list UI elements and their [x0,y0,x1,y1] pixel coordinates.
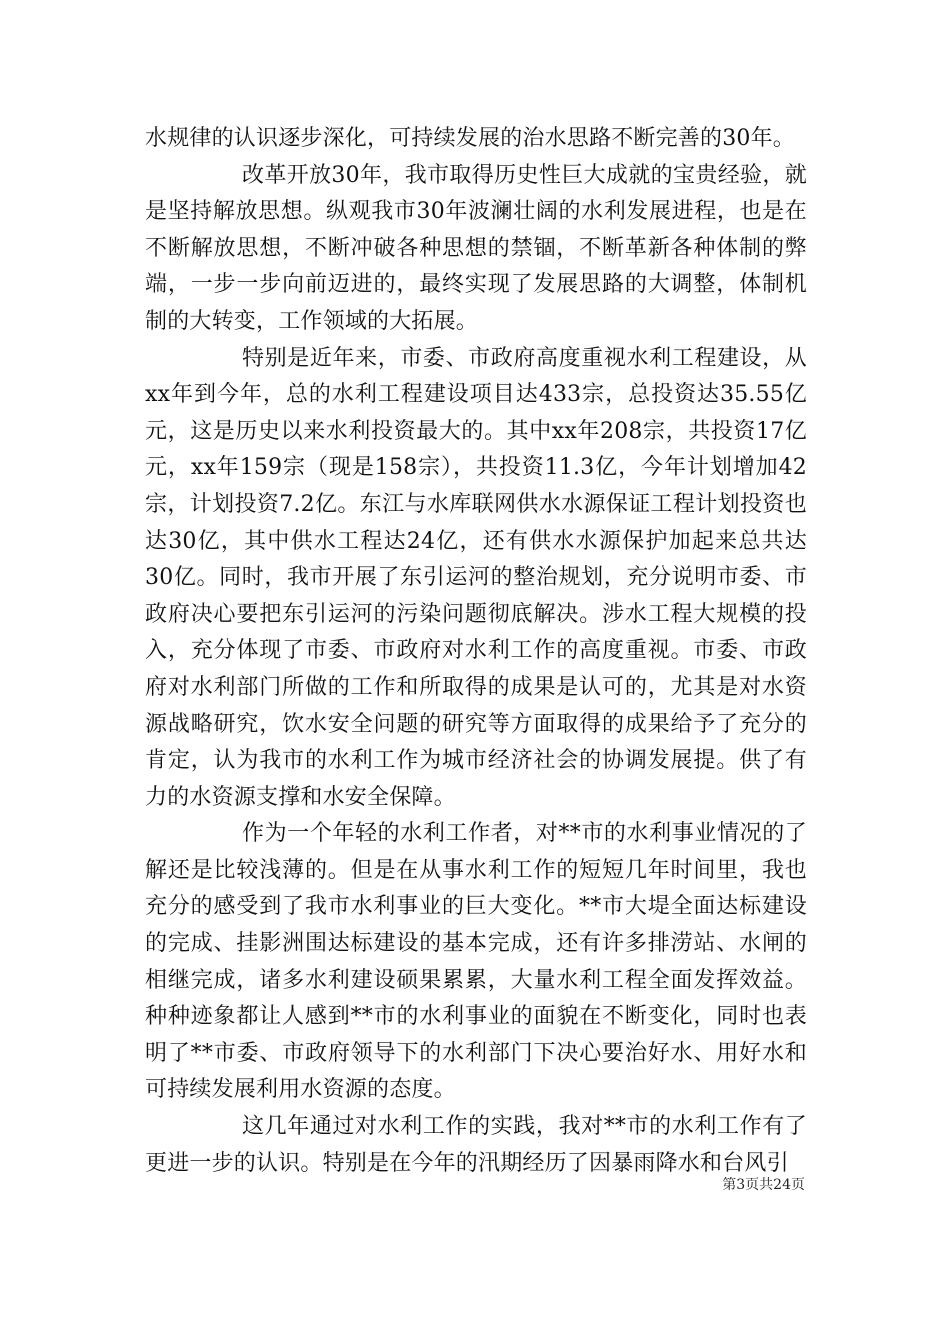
document-body [145,121,807,1182]
paragraph-practice: 这几年通过对水利工作的实践，我对**市的水利工作有了更进一步的认识。特别是在今年的汛期经历了因暴雨降水和台风引 [145,1114,807,1176]
paragraph-investment: 特别是近年来，市委、市政府高度重视水利工程建设，从xx年到今年，总的水利工程建设项目达433宗，总投资达35.55亿元，这是历史以来水利投资最大的。其中xx年208宗，共投资17亿元，xx年159宗（现是158宗），共投资11.3亿，今年计划增加42宗，计划投资7.2亿。东江与水库联网供水水源保证工程计划投资也达30亿，其中供水工程达24亿，还有供水水源保护加起来总共达30亿。同时，我市开展了东引运河的整治规划，充分说明市委、市政府决心要把东引运河的污染问题彻底解决。涉水工程大规模的投入，充分体现了市委、市政府对水利工作的高度重视。市委、市政府对水利部门所做的工作和所取得的成果是认可的，尤其是对水资源战略研究，饮水安全问题的研究等方面取得的成果给予了充分的肯定，认为我市的水利工作为城市经济社会的协调发展提。供了有力的水资源支撑和水安全保障。 [145,345,807,810]
page-number: 第3页共24页 [722,1177,805,1193]
paragraph-reform-experience: 改革开放30年，我市取得历史性巨大成就的宝贵经验，就是坚持解放思想。纵观我市30年波澜壮阔的水利发展进程，也是在不断解放思想，不断冲破各种思想的禁锢，不断革新各种体制的弊端，一步一步向前迈进的，最终实现了发展思路的大调整，体制机制的大转变，工作领域的大拓展。 [145,162,807,334]
paragraph-young-worker: 作为一个年轻的水利工作者，对**市的水利事业情况的了解还是比较浅薄的。但是在从事水利工作的短短几年时间里，我也充分的感受到了我市水利事业的巨大变化。**市大堤全面达标建设的完成、挂影洲围达标建设的基本完成，还有许多排涝站、水闸的相继完成，诸多水利建设硕果累累，大量水利工程全面发挥效益。种种迹象都让人感到**市的水利事业的面貌在不断变化，同时也表明了**市委、市政府领导下的水利部门下决心要治好水、用好水和可持续发展利用水资源的态度。 [145,821,807,1103]
paragraph-continuation: 水规律的认识逐步深化，可持续发展的治水思路不断完善的30年。 [145,126,795,151]
